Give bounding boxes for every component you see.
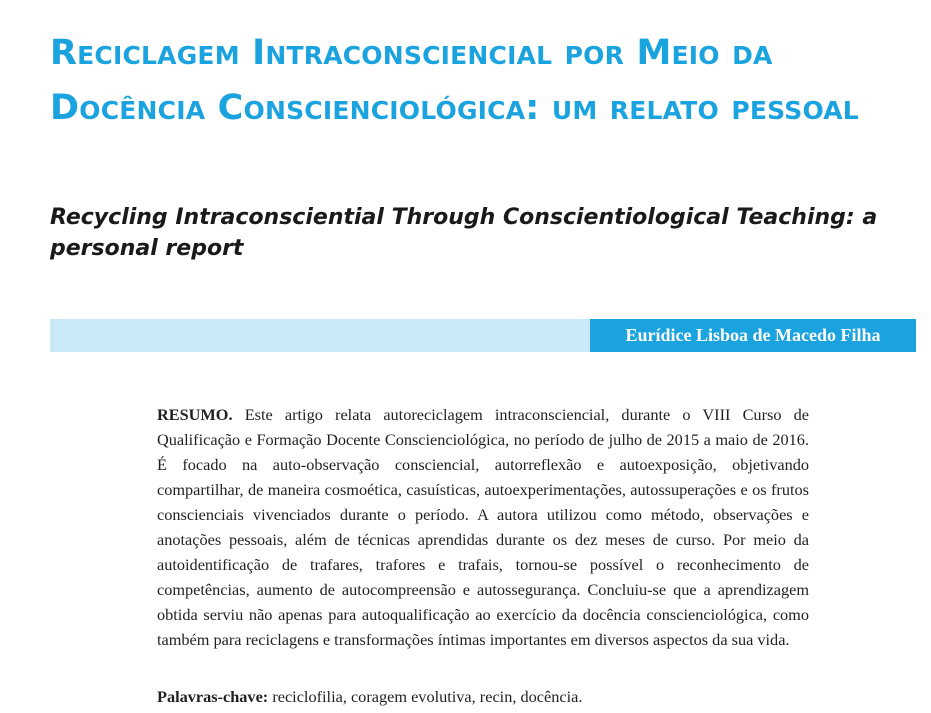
abstract-label: RESUMO. — [157, 405, 233, 424]
keywords-text: reciclofilia, coragem evolutiva, recin, docência. — [272, 687, 583, 706]
abstract — [157, 402, 809, 652]
keywords — [157, 684, 809, 709]
article-title: Reciclagem Intraconsciencial por Meio da Docência Conscienciológica: um relato pessoal — [50, 33, 859, 128]
article-subtitle-english: Recycling Intraconsciential Through Conscientiological Teaching: a personal report — [50, 205, 878, 261]
author-band — [50, 319, 916, 352]
author-name: Eurídice Lisboa de Macedo Filha — [590, 319, 916, 352]
keywords-label: Palavras-chave: — [157, 687, 269, 706]
abstract-text: Este artigo relata autoreciclagem intraconsciencial, durante o VIII Curso de Qualificação e Formação Docente Conscienciológica, no período de julho de 2015 a maio de 2016. É focado na auto-observação consciencial, autorreflexão e autoexposição, objetivando compartilhar, de maneira cosmoética, casuísticas, autoexperimentações, autossuperações e os frutos conscienciais vivenciados durante o período. A autora utilizou como método, observações e anotações pessoais, além de técnicas aprendidas durante os dez meses de curso. Por meio da autoidentificação de trafares, trafores e trafais, tornou-se possível o reconhecimento de competências, aumento de autocompreensão e autossegurança. Concluiu-se que a aprendizagem obtida serviu não apenas para autoqualificação ao exercício da docência conscienciológica, como também para reciclagens e transformações íntimas importantes em diversos aspectos da sua vida. — [157, 405, 809, 649]
